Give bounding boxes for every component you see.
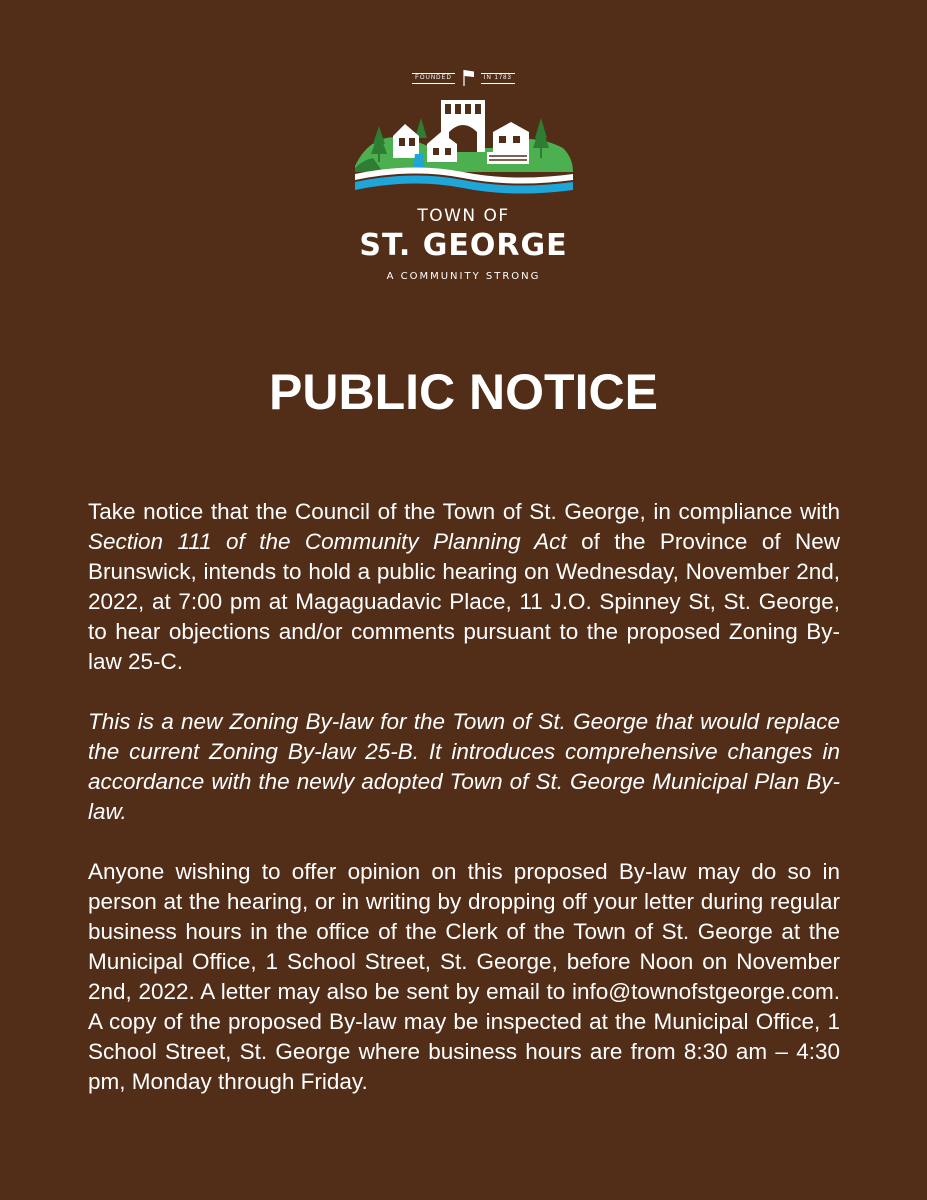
notice-paragraph-description: This is a new Zoning By-law for the Town of St. George that would replace the current Zoning By-law 25-B. It introduces comprehensive changes in accordance with the newly adopted Town of St. George Municipal Plan By-law.	[88, 709, 840, 824]
logo-tagline: A COMMUNITY STRONG	[386, 271, 541, 282]
town-logo	[0, 68, 927, 284]
notice-body	[88, 497, 840, 1097]
logo-town-name: ST. GEORGE	[359, 228, 568, 263]
hearing-text-start: Take notice that the Council of the Town of St. George, in compliance with	[88, 499, 840, 524]
hearing-act-reference: Section 111 of the Community Planning Act	[88, 529, 567, 554]
hearing-text-end: of the Province of New Brunswick, intends to hold a public hearing on Wednesday, November 2nd, 2022, at 7:00 pm at Magaguadavic Place, 11 J.O. Spinney St, St. George, to hear objections and/or comments pursuant to the proposed Zoning By-law 25-C.	[88, 529, 840, 674]
town-illustration-icon	[353, 88, 575, 200]
flag-icon	[461, 69, 475, 87]
page-title: PUBLIC NOTICE	[269, 364, 658, 420]
logo-founded-banner	[0, 68, 927, 88]
logo-founded-label: FOUNDED	[412, 73, 455, 84]
logo-town-of: TOWN OF	[417, 206, 510, 226]
logo-founded-year: IN 1783	[481, 73, 515, 84]
notice-paragraph-hearing	[88, 497, 840, 677]
notice-paragraph-submission: Anyone wishing to offer opinion on this proposed By-law may do so in person at the hearing, or in writing by dropping off your letter during regular business hours in the office of the Clerk of the Town of St. George at the Municipal Office, 1 School Street, St. George, before Noon on November 2nd, 2022. A letter may also be sent by email to info@townofstgeorge.com. A copy of the proposed By-law may be inspected at the Municipal Office, 1 School Street, St. George where business hours are from 8:30 am – 4:30 pm, Monday through Friday.	[88, 859, 840, 1094]
